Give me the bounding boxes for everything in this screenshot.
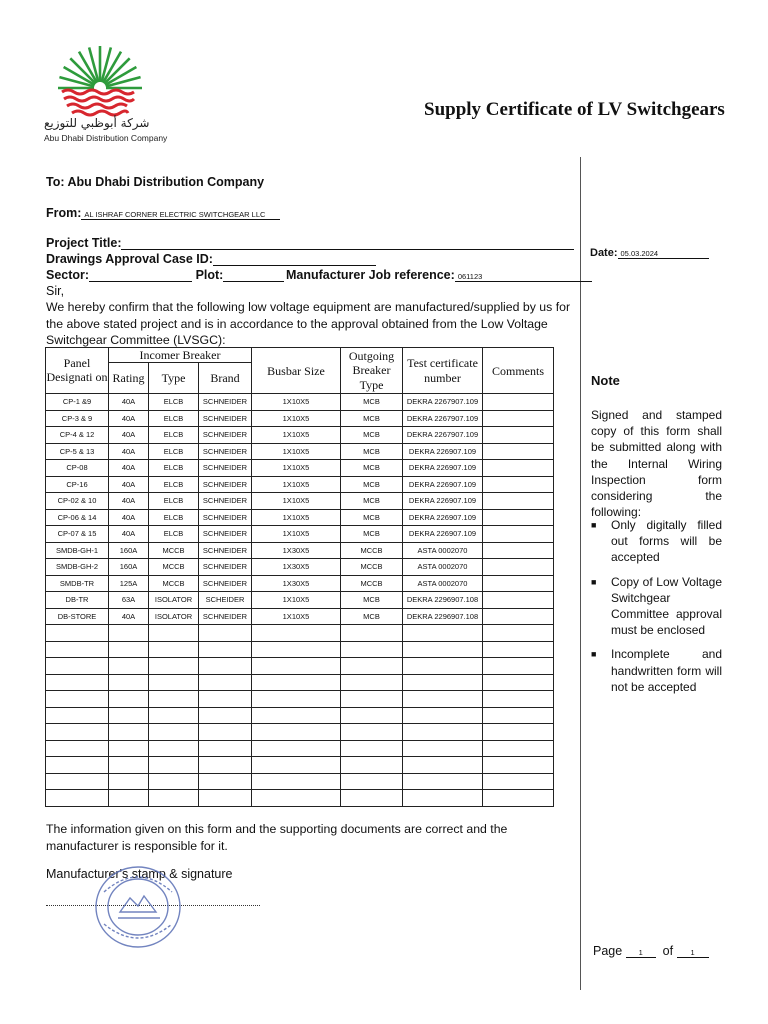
cell-outgoing[interactable]: MCB bbox=[341, 460, 403, 477]
cell-test-cert[interactable]: DEKRA 226907.109 bbox=[403, 493, 483, 510]
table-row bbox=[46, 625, 554, 642]
cell-brand[interactable]: SCHNEIDER bbox=[199, 427, 252, 444]
cell-test-cert[interactable]: ASTA 0002070 bbox=[403, 559, 483, 576]
cell-type[interactable]: MCCB bbox=[149, 559, 199, 576]
cell-outgoing[interactable]: MCB bbox=[341, 493, 403, 510]
project-title-field[interactable] bbox=[121, 239, 574, 250]
cell-brand[interactable] bbox=[199, 674, 252, 691]
cell-brand[interactable]: SCHNEIDER bbox=[199, 460, 252, 477]
cell-test-cert[interactable] bbox=[403, 658, 483, 675]
cell-comments[interactable] bbox=[483, 559, 554, 576]
note-item-text: Only digitally filled out forms will be accepted bbox=[611, 518, 722, 565]
note-item-text: Incomplete and handwritten form will not be accepted bbox=[611, 647, 722, 694]
cell-comments[interactable] bbox=[483, 674, 554, 691]
cell-comments[interactable] bbox=[483, 509, 554, 526]
cell-comments[interactable] bbox=[483, 790, 554, 807]
cell-rating[interactable]: 40A bbox=[109, 608, 149, 625]
cell-brand[interactable]: SCHNEIDER bbox=[199, 394, 252, 411]
cell-outgoing[interactable] bbox=[341, 641, 403, 658]
cell-busbar[interactable]: 1X10X5 bbox=[252, 608, 341, 625]
page-number bbox=[593, 944, 709, 958]
cell-comments[interactable] bbox=[483, 625, 554, 642]
project-title-row bbox=[46, 236, 574, 250]
cell-outgoing[interactable]: MCB bbox=[341, 526, 403, 543]
cell-panel[interactable]: CP-08 bbox=[46, 460, 109, 477]
cell-busbar[interactable]: 1X30X5 bbox=[252, 542, 341, 559]
cell-panel[interactable] bbox=[46, 757, 109, 774]
table-body bbox=[46, 394, 554, 807]
cell-brand[interactable]: SCHNEIDER bbox=[199, 443, 252, 460]
table-row bbox=[46, 559, 554, 576]
cell-type[interactable]: ELCB bbox=[149, 427, 199, 444]
table-row bbox=[46, 724, 554, 741]
table-row bbox=[46, 410, 554, 427]
cell-comments[interactable] bbox=[483, 658, 554, 675]
col-incomer-breaker: Incomer Breaker bbox=[109, 348, 252, 363]
cell-rating[interactable]: 40A bbox=[109, 509, 149, 526]
cell-busbar[interactable] bbox=[252, 773, 341, 790]
note-list bbox=[591, 517, 722, 701]
cell-type[interactable] bbox=[149, 724, 199, 741]
cell-brand[interactable] bbox=[199, 740, 252, 757]
cell-brand[interactable]: SCHNEIDER bbox=[199, 493, 252, 510]
cell-comments[interactable] bbox=[483, 542, 554, 559]
drawings-label: Drawings Approval Case ID: bbox=[46, 252, 213, 266]
page-current: 1 bbox=[626, 948, 656, 958]
job-ref-label: Manufacturer Job reference: bbox=[286, 268, 455, 282]
cell-outgoing[interactable]: MCB bbox=[341, 476, 403, 493]
cell-test-cert[interactable] bbox=[403, 790, 483, 807]
cell-brand[interactable]: SCHNEIDER bbox=[199, 410, 252, 427]
cell-brand[interactable] bbox=[199, 658, 252, 675]
cell-comments[interactable] bbox=[483, 691, 554, 708]
cell-comments[interactable] bbox=[483, 443, 554, 460]
table-row bbox=[46, 493, 554, 510]
cell-type[interactable] bbox=[149, 625, 199, 642]
bullet-icon: ■ bbox=[591, 520, 597, 530]
cell-panel[interactable] bbox=[46, 691, 109, 708]
cell-rating[interactable] bbox=[109, 674, 149, 691]
table-row bbox=[46, 460, 554, 477]
cell-comments[interactable] bbox=[483, 740, 554, 757]
cell-test-cert[interactable] bbox=[403, 757, 483, 774]
cell-comments[interactable] bbox=[483, 493, 554, 510]
company-stamp bbox=[90, 862, 190, 952]
cell-rating[interactable] bbox=[109, 740, 149, 757]
company-name: Abu Dhabi Distribution Company bbox=[44, 133, 168, 143]
cell-rating[interactable]: 40A bbox=[109, 460, 149, 477]
stamp-signature-label: Manufacturer's stamp & signature bbox=[46, 867, 233, 881]
cell-brand[interactable] bbox=[199, 641, 252, 658]
cell-brand[interactable]: SCHNEIDER bbox=[199, 476, 252, 493]
cell-outgoing[interactable]: MCB bbox=[341, 608, 403, 625]
note-title: Note bbox=[591, 373, 620, 388]
cell-test-cert[interactable]: DEKRA 2296907.108 bbox=[403, 608, 483, 625]
logo-waves bbox=[62, 90, 134, 115]
cell-panel[interactable]: DB-STORE bbox=[46, 608, 109, 625]
cell-rating[interactable] bbox=[109, 773, 149, 790]
note-text: Signed and stamped copy of this form shall be submitted along with the Internal Wiring Inspection form considering the following: bbox=[591, 408, 722, 520]
cell-test-cert[interactable]: DEKRA 226907.109 bbox=[403, 476, 483, 493]
cell-outgoing[interactable]: MCCB bbox=[341, 575, 403, 592]
plot-label: Plot: bbox=[195, 268, 224, 282]
cell-panel[interactable] bbox=[46, 740, 109, 757]
cell-busbar[interactable] bbox=[252, 757, 341, 774]
table-row bbox=[46, 476, 554, 493]
cell-type[interactable]: ELCB bbox=[149, 526, 199, 543]
cell-outgoing[interactable]: MCB bbox=[341, 410, 403, 427]
cell-comments[interactable] bbox=[483, 608, 554, 625]
cell-type[interactable]: ISOLATOR bbox=[149, 608, 199, 625]
cell-rating[interactable] bbox=[109, 691, 149, 708]
cell-panel[interactable]: DB-TR bbox=[46, 592, 109, 609]
table-row bbox=[46, 542, 554, 559]
cell-test-cert[interactable] bbox=[403, 740, 483, 757]
cell-panel[interactable] bbox=[46, 641, 109, 658]
cell-rating[interactable]: 40A bbox=[109, 526, 149, 543]
cell-test-cert[interactable]: DEKRA 2267907.109 bbox=[403, 394, 483, 411]
cell-rating[interactable]: 160A bbox=[109, 559, 149, 576]
cell-test-cert[interactable]: DEKRA 2267907.109 bbox=[403, 427, 483, 444]
cell-busbar[interactable] bbox=[252, 658, 341, 675]
table-row bbox=[46, 443, 554, 460]
cell-outgoing[interactable] bbox=[341, 724, 403, 741]
cell-panel[interactable] bbox=[46, 724, 109, 741]
cell-rating[interactable] bbox=[109, 641, 149, 658]
cell-comments[interactable] bbox=[483, 427, 554, 444]
cell-type[interactable] bbox=[149, 641, 199, 658]
cell-type[interactable] bbox=[149, 707, 199, 724]
cell-rating[interactable]: 40A bbox=[109, 493, 149, 510]
table-row bbox=[46, 658, 554, 675]
company-name-arabic: شركة أبوظبي للتوزيع bbox=[44, 116, 150, 130]
cell-brand[interactable]: SCHNEIDER bbox=[199, 509, 252, 526]
cell-panel[interactable]: CP-07 & 15 bbox=[46, 526, 109, 543]
cell-rating[interactable] bbox=[109, 625, 149, 642]
cell-type[interactable]: ELCB bbox=[149, 410, 199, 427]
cell-brand[interactable] bbox=[199, 691, 252, 708]
drawings-row bbox=[46, 252, 376, 266]
cell-rating[interactable] bbox=[109, 658, 149, 675]
cell-busbar[interactable]: 1X10X5 bbox=[252, 493, 341, 510]
cell-outgoing[interactable]: MCB bbox=[341, 509, 403, 526]
from-label: From: bbox=[46, 206, 82, 220]
cell-type[interactable] bbox=[149, 773, 199, 790]
sector-field[interactable] bbox=[89, 271, 192, 282]
cell-type[interactable]: ISOLATOR bbox=[149, 592, 199, 609]
cell-brand[interactable]: SCHEIDER bbox=[199, 592, 252, 609]
cell-brand[interactable]: SCHNEIDER bbox=[199, 559, 252, 576]
cell-outgoing[interactable] bbox=[341, 757, 403, 774]
cell-test-cert[interactable]: ASTA 0002070 bbox=[403, 575, 483, 592]
cell-brand[interactable]: SCHNEIDER bbox=[199, 608, 252, 625]
sector-row bbox=[46, 268, 284, 282]
cell-type[interactable] bbox=[149, 691, 199, 708]
table-row bbox=[46, 526, 554, 543]
cell-panel[interactable]: CP-02 & 10 bbox=[46, 493, 109, 510]
table-row bbox=[46, 790, 554, 807]
cell-brand[interactable] bbox=[199, 724, 252, 741]
cell-test-cert[interactable] bbox=[403, 625, 483, 642]
cell-busbar[interactable] bbox=[252, 724, 341, 741]
cell-panel[interactable]: CP-3 & 9 bbox=[46, 410, 109, 427]
cell-test-cert[interactable] bbox=[403, 674, 483, 691]
cell-panel[interactable]: CP-4 & 12 bbox=[46, 427, 109, 444]
cell-panel[interactable]: CP-1 &9 bbox=[46, 394, 109, 411]
cell-panel[interactable]: SMDB-TR bbox=[46, 575, 109, 592]
cell-rating[interactable]: 160A bbox=[109, 542, 149, 559]
footer-statement: The information given on this form and the supporting documents are correct and the manufacturer is responsible for it. bbox=[46, 822, 508, 853]
cell-type[interactable]: MCCB bbox=[149, 542, 199, 559]
bullet-icon: ■ bbox=[591, 649, 597, 660]
cell-brand[interactable] bbox=[199, 773, 252, 790]
date-label: Date: bbox=[590, 247, 618, 259]
col-comments: Comments bbox=[483, 348, 554, 394]
cell-type[interactable]: ELCB bbox=[149, 493, 199, 510]
cell-panel[interactable]: CP-5 & 13 bbox=[46, 443, 109, 460]
cell-busbar[interactable]: 1X10X5 bbox=[252, 427, 341, 444]
cell-rating[interactable]: 40A bbox=[109, 427, 149, 444]
cell-type[interactable]: ELCB bbox=[149, 460, 199, 477]
cell-test-cert[interactable]: DEKRA 226907.109 bbox=[403, 526, 483, 543]
cell-busbar[interactable] bbox=[252, 707, 341, 724]
cell-busbar[interactable]: 1X10X5 bbox=[252, 460, 341, 477]
note-item bbox=[591, 517, 722, 566]
cell-test-cert[interactable] bbox=[403, 691, 483, 708]
plot-field[interactable] bbox=[223, 271, 284, 282]
col-busbar-size: Busbar Size bbox=[252, 348, 341, 394]
bullet-icon: ■ bbox=[591, 576, 597, 587]
page-label: Page bbox=[593, 944, 623, 958]
intro-paragraph: We hereby confirm that the following low voltage equipment are manufactured/supplied by us for the above stated project and is in accordance to the approval obtained from the Low Voltage Switchgear Committee (LVSGC): bbox=[46, 300, 571, 347]
project-title-label: Project Title: bbox=[46, 236, 122, 250]
cell-type[interactable] bbox=[149, 740, 199, 757]
note-item bbox=[591, 574, 722, 639]
cell-panel[interactable] bbox=[46, 658, 109, 675]
cell-type[interactable] bbox=[149, 790, 199, 807]
logo-sun-rays bbox=[58, 46, 142, 88]
cell-comments[interactable] bbox=[483, 773, 554, 790]
cell-outgoing[interactable]: MCCB bbox=[341, 559, 403, 576]
col-outgoing-breaker: Outgoing Breaker Type bbox=[341, 348, 403, 394]
note-item bbox=[591, 646, 722, 695]
cell-rating[interactable]: 40A bbox=[109, 476, 149, 493]
cell-comments[interactable] bbox=[483, 460, 554, 477]
equipment-table bbox=[45, 347, 554, 807]
cell-type[interactable]: MCCB bbox=[149, 575, 199, 592]
cell-busbar[interactable]: 1X30X5 bbox=[252, 559, 341, 576]
col-panel-designation: Panel Designati on bbox=[46, 348, 109, 394]
cell-busbar[interactable]: 1X10X5 bbox=[252, 443, 341, 460]
cell-panel[interactable]: CP-16 bbox=[46, 476, 109, 493]
cell-outgoing[interactable] bbox=[341, 691, 403, 708]
date-row bbox=[590, 245, 709, 259]
cell-panel[interactable] bbox=[46, 790, 109, 807]
cell-comments[interactable] bbox=[483, 410, 554, 427]
cell-comments[interactable] bbox=[483, 476, 554, 493]
job-ref-row bbox=[286, 268, 592, 282]
col-type: Type bbox=[149, 363, 199, 394]
cell-comments[interactable] bbox=[483, 575, 554, 592]
cell-busbar[interactable] bbox=[252, 625, 341, 642]
col-rating: Rating bbox=[109, 363, 149, 394]
cell-outgoing[interactable] bbox=[341, 625, 403, 642]
cell-outgoing[interactable]: MCCB bbox=[341, 542, 403, 559]
table-row bbox=[46, 691, 554, 708]
cell-panel[interactable]: CP-06 & 14 bbox=[46, 509, 109, 526]
table-row bbox=[46, 740, 554, 757]
table-row bbox=[46, 592, 554, 609]
cell-outgoing[interactable]: MCB bbox=[341, 394, 403, 411]
cell-outgoing[interactable]: MCB bbox=[341, 592, 403, 609]
table-row bbox=[46, 757, 554, 774]
cell-panel[interactable] bbox=[46, 674, 109, 691]
cell-outgoing[interactable] bbox=[341, 740, 403, 757]
table-row bbox=[46, 773, 554, 790]
cell-busbar[interactable] bbox=[252, 740, 341, 757]
cell-type[interactable] bbox=[149, 658, 199, 675]
cell-test-cert[interactable]: DEKRA 2296907.108 bbox=[403, 592, 483, 609]
cell-comments[interactable] bbox=[483, 757, 554, 774]
cell-outgoing[interactable]: MCB bbox=[341, 427, 403, 444]
cell-test-cert[interactable]: DEKRA 226907.109 bbox=[403, 443, 483, 460]
cell-rating[interactable]: 40A bbox=[109, 394, 149, 411]
cell-type[interactable]: ELCB bbox=[149, 394, 199, 411]
cell-panel[interactable] bbox=[46, 773, 109, 790]
cell-outgoing[interactable] bbox=[341, 707, 403, 724]
cell-type[interactable]: ELCB bbox=[149, 476, 199, 493]
cell-outgoing[interactable] bbox=[341, 773, 403, 790]
cell-busbar[interactable]: 1X10X5 bbox=[252, 509, 341, 526]
cell-comments[interactable] bbox=[483, 526, 554, 543]
table-row bbox=[46, 674, 554, 691]
cell-rating[interactable]: 40A bbox=[109, 443, 149, 460]
cell-panel[interactable] bbox=[46, 625, 109, 642]
cell-test-cert[interactable] bbox=[403, 773, 483, 790]
table-row bbox=[46, 707, 554, 724]
cell-busbar[interactable]: 1X10X5 bbox=[252, 592, 341, 609]
cell-brand[interactable] bbox=[199, 625, 252, 642]
cell-panel[interactable]: SMDB-GH-2 bbox=[46, 559, 109, 576]
table-row bbox=[46, 394, 554, 411]
cell-brand[interactable]: SCHNEIDER bbox=[199, 542, 252, 559]
table-row bbox=[46, 608, 554, 625]
cell-test-cert[interactable]: ASTA 0002070 bbox=[403, 542, 483, 559]
cell-test-cert[interactable] bbox=[403, 641, 483, 658]
cell-comments[interactable] bbox=[483, 592, 554, 609]
drawings-field[interactable] bbox=[213, 255, 376, 266]
cell-test-cert[interactable] bbox=[403, 724, 483, 741]
cell-busbar[interactable] bbox=[252, 691, 341, 708]
page-title: Supply Certificate of LV Switchgears bbox=[424, 99, 725, 120]
page-total: 1 bbox=[677, 948, 709, 958]
cell-busbar[interactable] bbox=[252, 790, 341, 807]
cell-test-cert[interactable]: DEKRA 226907.109 bbox=[403, 460, 483, 477]
cell-busbar[interactable]: 1X10X5 bbox=[252, 410, 341, 427]
cell-comments[interactable] bbox=[483, 724, 554, 741]
page-of-label: of bbox=[662, 944, 674, 958]
table-row bbox=[46, 509, 554, 526]
cell-brand[interactable] bbox=[199, 757, 252, 774]
cell-type[interactable] bbox=[149, 674, 199, 691]
cell-outgoing[interactable] bbox=[341, 674, 403, 691]
cell-busbar[interactable] bbox=[252, 641, 341, 658]
cell-panel[interactable] bbox=[46, 707, 109, 724]
from-row bbox=[46, 206, 280, 220]
cell-panel[interactable]: SMDB-GH-1 bbox=[46, 542, 109, 559]
date-field[interactable]: 05.03.2024 bbox=[618, 249, 709, 259]
cell-busbar[interactable]: 1X10X5 bbox=[252, 394, 341, 411]
sector-label: Sector: bbox=[46, 268, 90, 282]
cell-busbar[interactable]: 1X30X5 bbox=[252, 575, 341, 592]
cell-rating[interactable]: 125A bbox=[109, 575, 149, 592]
cell-test-cert[interactable]: DEKRA 226907.109 bbox=[403, 509, 483, 526]
cell-busbar[interactable]: 1X10X5 bbox=[252, 476, 341, 493]
cell-comments[interactable] bbox=[483, 707, 554, 724]
col-brand: Brand bbox=[199, 363, 252, 394]
salutation: Sir, bbox=[46, 284, 65, 298]
table-row bbox=[46, 427, 554, 444]
cell-busbar[interactable] bbox=[252, 674, 341, 691]
cell-rating[interactable]: 40A bbox=[109, 410, 149, 427]
table-row bbox=[46, 575, 554, 592]
cell-outgoing[interactable] bbox=[341, 790, 403, 807]
cell-outgoing[interactable]: MCB bbox=[341, 443, 403, 460]
col-test-certificate: Test certificate number bbox=[403, 348, 483, 394]
cell-comments[interactable] bbox=[483, 394, 554, 411]
cell-rating[interactable] bbox=[109, 790, 149, 807]
cell-test-cert[interactable]: DEKRA 2267907.109 bbox=[403, 410, 483, 427]
cell-type[interactable]: ELCB bbox=[149, 509, 199, 526]
job-ref-field[interactable]: 061123 bbox=[455, 272, 592, 282]
cell-brand[interactable]: SCHNEIDER bbox=[199, 526, 252, 543]
from-field[interactable]: AL ISHRAF CORNER ELECTRIC SWITCHGEAR LLC bbox=[81, 210, 280, 220]
cell-brand[interactable] bbox=[199, 707, 252, 724]
cell-type[interactable]: ELCB bbox=[149, 443, 199, 460]
cell-rating[interactable] bbox=[109, 724, 149, 741]
cell-test-cert[interactable] bbox=[403, 707, 483, 724]
cell-rating[interactable] bbox=[109, 707, 149, 724]
cell-busbar[interactable]: 1X10X5 bbox=[252, 526, 341, 543]
cell-rating[interactable] bbox=[109, 757, 149, 774]
recipient: To: Abu Dhabi Distribution Company bbox=[46, 175, 265, 189]
cell-brand[interactable] bbox=[199, 790, 252, 807]
table-row bbox=[46, 641, 554, 658]
cell-outgoing[interactable] bbox=[341, 658, 403, 675]
cell-brand[interactable]: SCHNEIDER bbox=[199, 575, 252, 592]
note-item-text: Copy of Low Voltage Switchgear Committee approval must be enclosed bbox=[611, 574, 722, 638]
cell-comments[interactable] bbox=[483, 641, 554, 658]
cell-rating[interactable]: 63A bbox=[109, 592, 149, 609]
cell-type[interactable] bbox=[149, 757, 199, 774]
